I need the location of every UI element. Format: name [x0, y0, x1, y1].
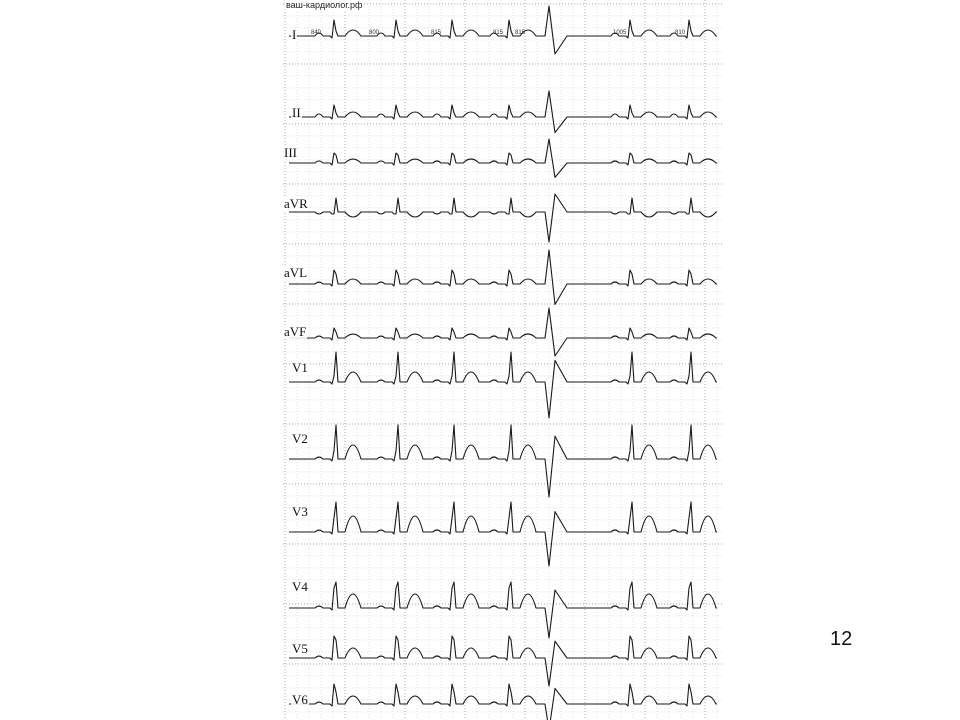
lead-label-v1: V1: [292, 360, 308, 375]
source-watermark: ваш-кардиолог.рф: [286, 0, 363, 10]
lead-label-avf: aVF: [284, 324, 307, 339]
ecg-trace-v4: [289, 579, 717, 638]
lead-label-avr: aVR: [284, 196, 308, 211]
rr-interval-label: 840: [311, 30, 322, 36]
ecg-trace-v6: [289, 684, 717, 720]
rr-interval-label: 815: [493, 30, 504, 36]
lead-label-i: I: [292, 27, 297, 42]
lead-label-v6: V6: [292, 692, 308, 707]
ecg-tracing: [283, 0, 723, 720]
ecg-strip: [283, 0, 723, 720]
lead-label-v3: V3: [292, 504, 308, 519]
page-number: 12: [830, 628, 853, 650]
rr-interval-label: 815: [431, 30, 442, 36]
rr-interval-label: 800: [369, 30, 380, 36]
ecg-trace-avf: [289, 308, 717, 356]
rr-interval-label: 1005: [613, 30, 627, 36]
lead-label-v2: V2: [292, 431, 308, 446]
lead-label-ii: II: [292, 105, 301, 120]
lead-label-iii: III: [284, 145, 297, 160]
lead-label-avl: aVL: [284, 265, 308, 280]
ecg-trace-v5: [289, 636, 717, 686]
ecg-trace-avr: [289, 194, 717, 242]
rr-interval-label: 815: [515, 30, 526, 36]
ecg-trace-avl: [289, 250, 717, 304]
ecg-trace-v1: [289, 352, 717, 418]
ecg-trace-v3: [289, 502, 717, 566]
lead-label-v5: V5: [292, 641, 308, 656]
lead-label-v4: V4: [292, 579, 308, 594]
ecg-trace-iii: [289, 139, 717, 177]
rr-interval-label: 810: [675, 30, 686, 36]
